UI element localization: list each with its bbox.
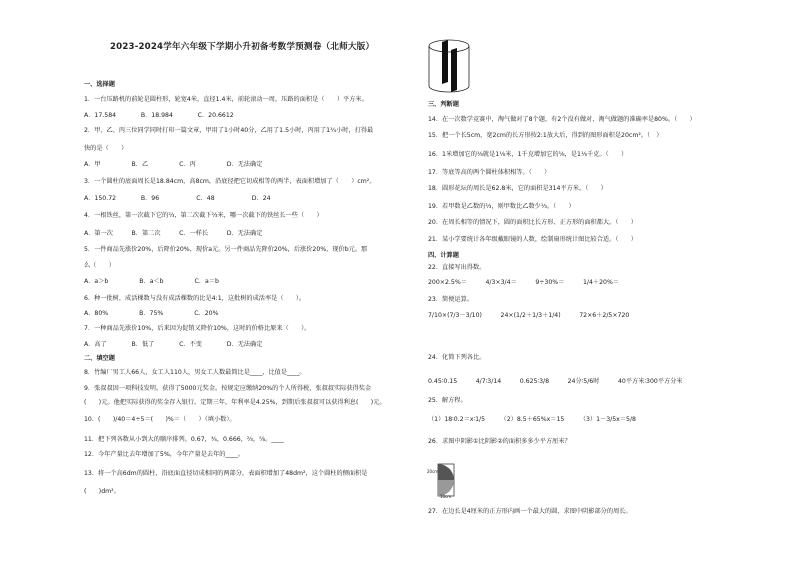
- question-line: 0.45∶0.15 4/7∶3/14 0.625∶3/8 24分∶5/6时 40平方米∶300平方分米: [428, 378, 683, 385]
- question-line: A．17.584 B．18.984 C．20.6612: [84, 112, 234, 119]
- question-line: ( )元。他把实际获得的奖金存入银行，定期三年，年利率是4.25%，到期后张叔叔可以获得利息( )元。: [84, 399, 386, 406]
- question-line: 14．在一次数学竞赛中，淘气做对了8个题，有2个没有做对，淘气做题的准确率是80%。（ ）: [428, 116, 696, 123]
- question-line: 12．今年产量比去年增加了5%，今年产量是去年的____。: [84, 451, 245, 458]
- question-line: 19．若甲数是乙数的⅔，则甲数比乙数少⅓。（ ）: [428, 203, 575, 210]
- section-heading: 一、选择题: [84, 81, 115, 88]
- question-line: 4．一根铁丝，第一次截下它的⅔，第二次截下⅔米，哪一次截下的铁丝长一些（ ）: [84, 212, 323, 219]
- question-line: 18．圆形花坛的周长是62.8米，它的面积是314平方米。（ ）: [428, 185, 607, 192]
- question-line: A．甲 B．乙 C．丙 D．无法确定: [84, 161, 263, 168]
- section-heading: 二、填空题: [84, 355, 115, 362]
- question-line: 么（ ）: [84, 262, 115, 269]
- question-line: 24．化简下列各比。: [428, 354, 486, 361]
- question-line: 7/10×(7/3－3/10) 24×(1/2＋1/3＋1/4) 72×6＋2/5×720: [428, 312, 630, 319]
- question-line: 27．在边长是4厘米的正方形内画一个最大的圆，求图中阴影部分的周长。: [428, 508, 632, 515]
- question-line: 2．甲、乙、丙三位同学同时打印一篇文章，甲用了1小时40分，乙用了1.5小时，丙用了1¾小时，打得最: [84, 127, 374, 134]
- question-line: A．80% B．75% C．20%: [84, 310, 219, 317]
- question-line: 5．一件商品先涨价20%，后降价20%，现价a元。另一件商品先降价20%，后涨价20%，现价b元。那: [84, 246, 368, 253]
- question-line: 16．1米增加它的⅛就是1⅛米，1千克增加它的⅛，是1⅛千克。（ ）: [428, 151, 628, 158]
- question-line: 13．将一个高6dm的圆柱，沿底面直径切成相同的两部分，表面积增加了48dm²，这个圆柱的侧面积是: [84, 470, 368, 477]
- page-title: 2023-2024学年六年级下学期小升初备考数学预测卷（北师大版）: [110, 42, 375, 52]
- question-line: 快的是（ ）: [84, 145, 128, 152]
- section-heading: 三、判断题: [428, 101, 459, 108]
- question-line: 11．把下列各数从小到大的顺序排列。0.67，¾，0.666，⅔，⅝。____: [84, 436, 284, 443]
- question-line: ( )dm²。: [84, 488, 120, 495]
- section-heading: 四、计算题: [428, 252, 459, 259]
- question-line: 17．等底等高的两个圆柱体积相等。（ ）: [428, 169, 551, 176]
- question-line: 8．竹编厂男工人66人，女工人110人，男女工人数最简比是____，比值是____。: [84, 369, 306, 376]
- question-line: 15．把一个长5cm，宽2cm的长方形按2:1放大后，得到的图形面积是20cm²。（ ）: [428, 132, 663, 139]
- question-line: 23．简便运算。: [428, 296, 473, 303]
- question-line: 3．一个圆柱的底面周长是18.84cm，高8cm，沿底径把它切成相等的两半，表面积增加了（ ）cm²。: [84, 178, 376, 185]
- question-line: 200×2.5%＝ 4/3×3/4＝ 9÷30%＝ 1/4＋20%＝: [428, 279, 620, 286]
- question-line: 25．解方程。: [428, 397, 467, 404]
- question-line: 7．一种商品先涨价10%，后来因为促销又降价10%，这时的价格比原来（ ）。: [84, 325, 311, 332]
- figure-dim-label-1: 20cm: [427, 469, 439, 474]
- question-line: 6．种一批树，成活棵数与没有成活棵数的比是4:1，这批树的成活率是（ ）。: [84, 295, 306, 302]
- question-line: 20．在周长相等的情况下，圆的面积比长方形、正方形的面积都大。（ ）: [428, 219, 637, 226]
- question-line: 9．张叔叔因一项科技发明，获得了5000元奖金。按规定应缴纳20%的个人所得税，张叔叔实际获得奖金: [84, 385, 372, 392]
- question-line: （1）18∶0.2＝x∶1/5 （2）8.5＋65%x＝15 （3）1－3/5x＝5/8: [428, 416, 636, 423]
- question-line: 10．( )/40＝4÷5＝( )%＝（ ）（填小数）。: [84, 416, 236, 423]
- question-line: 1．一台压路机的前轮是圆柱形，轮宽4米，直径1.4米，前轮滚动一周，压路的面积是（ ）平方米。: [84, 96, 368, 103]
- cylinder-cut-figure: [426, 38, 472, 94]
- question-line: A．高了 B．低了 C．不变 D．无法确定: [84, 341, 263, 348]
- question-line: 26．求图中阴影①比阴影②的面积多多少平方厘米？: [428, 438, 571, 445]
- question-line: A．a＞b B．a＜b C．a＝b: [84, 278, 219, 285]
- question-line: A．第一次 B．第二次 C．一样长 D．无法确定: [84, 230, 263, 237]
- question-line: 22．直接写出得数。: [428, 264, 486, 271]
- figure-dim-label-2: 10cm: [440, 494, 452, 499]
- question-line: A．150.72 B．96 C．48 D．24: [84, 195, 271, 202]
- question-line: 21．某小学要统计各年级戴眼镜的人数，绘制扇形统计图比较合适。（ ）: [428, 236, 637, 243]
